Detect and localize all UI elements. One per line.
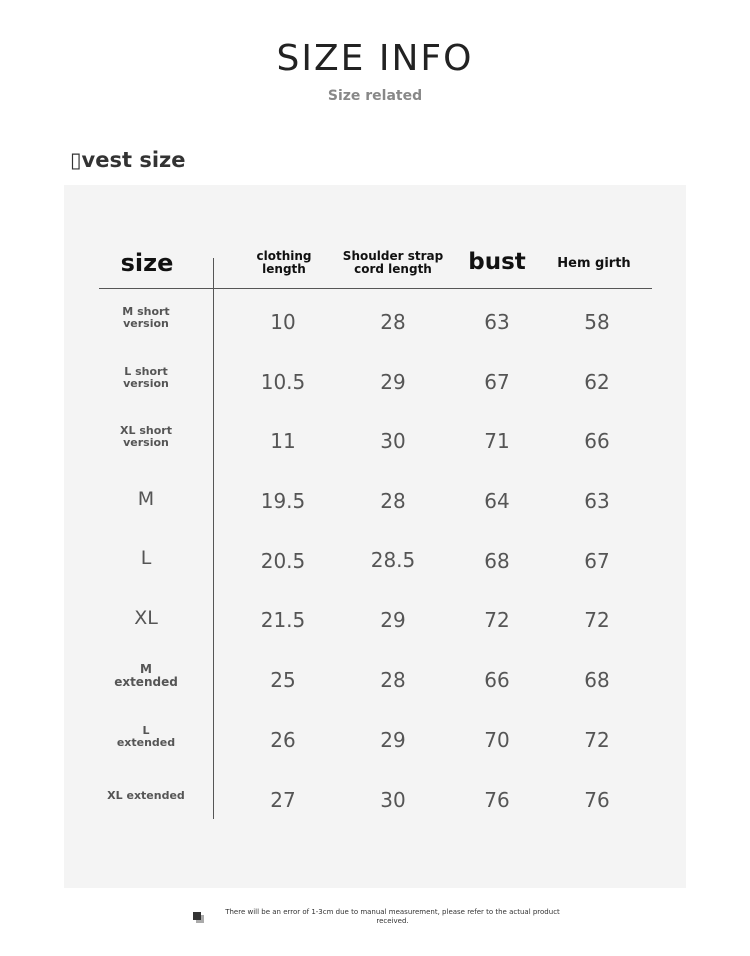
column-header-shoulder-strap-text: Shoulder strap cord length <box>342 249 444 277</box>
row-label: L <box>140 547 152 569</box>
column-header-clothing-length-text: clothing length <box>256 249 312 277</box>
row-label: XL short version <box>120 424 172 450</box>
table-cell: 67 <box>584 549 610 573</box>
table-cell: 21.5 <box>260 608 306 632</box>
table-cell: 76 <box>584 788 610 812</box>
size-table-panel <box>64 185 686 888</box>
table-cell: 66 <box>484 668 510 692</box>
column-header-hem-girth: Hem girth <box>557 256 631 271</box>
table-cell: 11 <box>270 429 296 453</box>
column-header-shoulder-strap <box>338 250 448 276</box>
table-cell: 20.5 <box>260 549 306 573</box>
row-label: M short version <box>122 305 170 331</box>
table-cell: 76 <box>484 788 510 812</box>
table-cell: 25 <box>270 668 296 692</box>
table-cell: 29 <box>380 608 406 632</box>
table-cell: 29 <box>380 370 406 394</box>
row-label: XL extended <box>107 789 185 802</box>
table-cell: 62 <box>584 370 610 394</box>
table-cell: 10.5 <box>260 370 306 394</box>
table-cell: 58 <box>584 310 610 334</box>
column-divider <box>213 258 214 819</box>
column-header-clothing-length <box>234 250 334 276</box>
row-label: XL <box>134 607 158 629</box>
measurement-note: There will be an error of 1-3cm due to manual measurement, please refer to the actual product received. <box>225 908 560 926</box>
table-cell: 71 <box>484 429 510 453</box>
note-icon <box>193 912 201 920</box>
row-label: M extended <box>114 662 178 690</box>
table-cell: 72 <box>584 728 610 752</box>
table-cell: 28 <box>380 310 406 334</box>
column-header-size: size <box>120 249 174 277</box>
table-cell: 64 <box>484 489 510 513</box>
table-cell: 72 <box>584 608 610 632</box>
row-label: L short version <box>123 365 169 391</box>
table-cell: 29 <box>380 728 406 752</box>
table-cell: 28 <box>380 489 406 513</box>
table-cell: 68 <box>584 668 610 692</box>
table-cell: 30 <box>380 788 406 812</box>
table-cell: 28.5 <box>370 548 416 572</box>
section-title: ▯vest size <box>70 148 186 172</box>
page-subtitle: Size related <box>327 88 423 104</box>
table-cell: 67 <box>484 370 510 394</box>
row-label: L extended <box>116 724 176 750</box>
table-cell: 70 <box>484 728 510 752</box>
table-cell: 72 <box>484 608 510 632</box>
table-cell: 63 <box>584 489 610 513</box>
table-cell: 19.5 <box>260 489 306 513</box>
page-title: SIZE INFO <box>276 38 474 79</box>
table-cell: 10 <box>270 310 296 334</box>
table-cell: 28 <box>380 668 406 692</box>
table-cell: 26 <box>270 728 296 752</box>
table-cell: 68 <box>484 549 510 573</box>
row-label: M <box>137 488 155 510</box>
table-cell: 63 <box>484 310 510 334</box>
column-header-bust: bust <box>468 249 526 275</box>
table-cell: 66 <box>584 429 610 453</box>
table-cell: 30 <box>380 429 406 453</box>
table-cell: 27 <box>270 788 296 812</box>
header-divider <box>99 288 652 289</box>
